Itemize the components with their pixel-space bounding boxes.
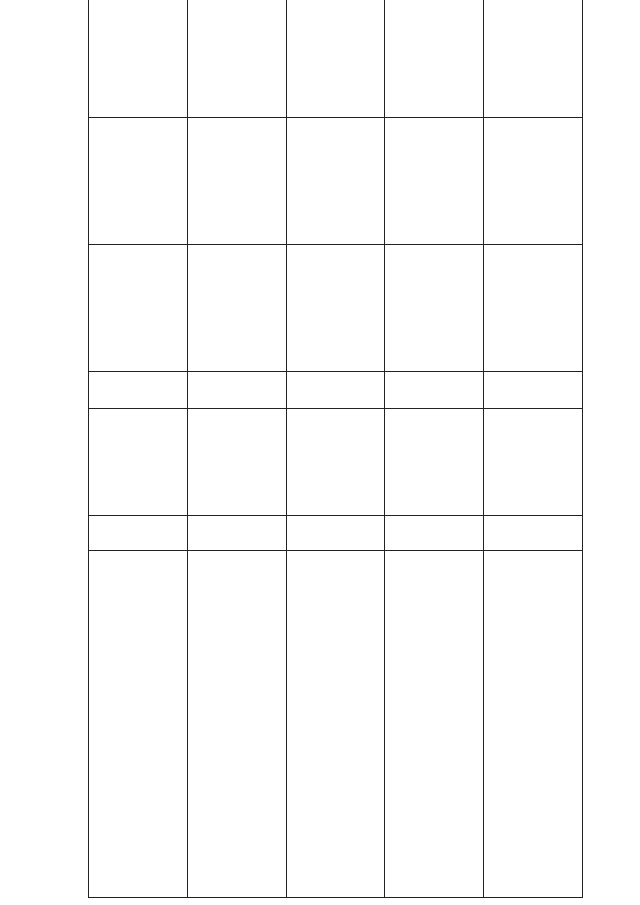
row-expense-type — [286, 372, 385, 409]
budget-table-body — [89, 0, 583, 898]
row-department-code — [484, 516, 583, 551]
table-row — [187, 0, 286, 898]
row-target-article — [286, 409, 385, 516]
table-row — [385, 0, 484, 898]
row-department-code — [89, 516, 188, 551]
row-amount-3 — [286, 0, 385, 118]
row-amount-2 — [385, 118, 484, 245]
row-amount-3 — [385, 0, 484, 118]
row-expense-type — [385, 372, 484, 409]
table-row — [89, 0, 188, 898]
row-amount-1 — [385, 245, 484, 372]
row-target-article — [484, 409, 583, 516]
table-row — [484, 0, 583, 898]
row-department-code — [187, 516, 286, 551]
row-department-code — [385, 516, 484, 551]
row-amount-2 — [484, 118, 583, 245]
row-description — [89, 551, 188, 898]
row-amount-1 — [484, 245, 583, 372]
budget-table — [88, 0, 583, 898]
table-row — [286, 0, 385, 898]
budget-table-rotated — [88, 40, 583, 898]
row-expense-type — [89, 372, 188, 409]
row-amount-2 — [286, 118, 385, 245]
row-amount-3 — [187, 0, 286, 118]
row-description — [187, 551, 286, 898]
row-amount-1 — [187, 245, 286, 372]
row-expense-type — [484, 372, 583, 409]
row-amount-3 — [89, 0, 188, 118]
row-expense-type — [187, 372, 286, 409]
row-description — [286, 551, 385, 898]
page-number — [43, 180, 73, 196]
row-amount-1 — [89, 245, 188, 372]
row-target-article — [89, 409, 188, 516]
row-amount-1 — [286, 245, 385, 372]
row-amount-3 — [484, 0, 583, 118]
row-description — [385, 551, 484, 898]
row-amount-2 — [187, 118, 286, 245]
row-amount-2 — [89, 118, 188, 245]
row-target-article — [187, 409, 286, 516]
row-description — [484, 551, 583, 898]
row-department-code — [286, 516, 385, 551]
row-target-article — [385, 409, 484, 516]
